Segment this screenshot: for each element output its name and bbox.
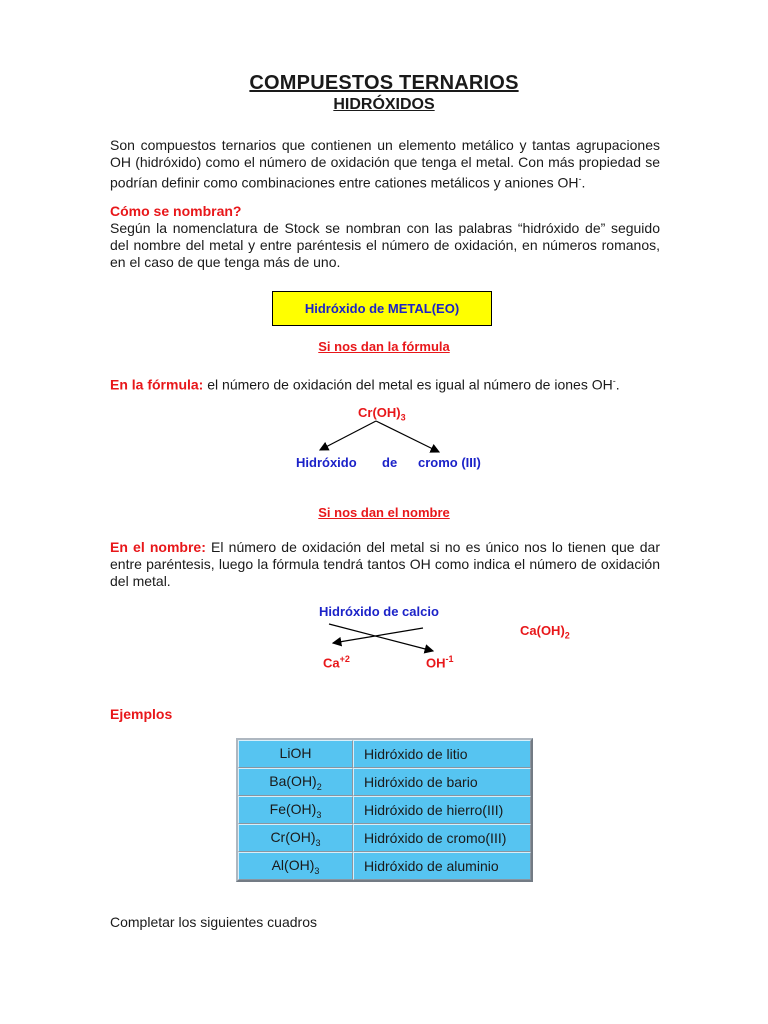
table-row <box>238 796 531 824</box>
formula-subscript: 3 <box>314 865 320 876</box>
formula-cell <box>238 768 353 796</box>
formula-subscript: 2 <box>316 781 322 792</box>
diagram1-word-hidroxido: Hidróxido <box>296 455 357 470</box>
intro-end: . <box>581 174 586 191</box>
formula-rule-end: . <box>615 376 620 393</box>
arrow-cross-b <box>329 624 433 651</box>
formula-cell <box>238 740 353 768</box>
diagram1-word-cromo: cromo (III) <box>418 455 481 470</box>
arrow-cross-a <box>333 628 423 643</box>
diagram2-result-text: Ca(OH) <box>520 623 565 638</box>
page-subtitle: HIDRÓXIDOS <box>333 96 435 113</box>
formula-text: Cr(OH) <box>270 828 316 845</box>
formula-text: Fe(OH) <box>269 800 317 817</box>
name-cell: Hidróxido de hierro(III) <box>353 796 531 824</box>
formula-text: Ba(OH) <box>269 772 317 789</box>
diagram1-formula-text: Cr(OH) <box>358 405 401 420</box>
naming-text: Según la nomenclatura de Stock se nombran con las palabras “hidróxido de” seguido del nombre del metal y entre paréntesis el número de oxidación, en números romanos, en el caso de que tenga más de uno. <box>110 220 660 270</box>
formula-cell <box>238 852 353 880</box>
name-rule-label: En el nombre: <box>110 539 206 555</box>
formula-box: Hidróxido de METAL(EO) <box>272 291 492 326</box>
diagram1-word-de: de <box>382 455 398 470</box>
name-section-heading: Si nos dan el nombre <box>318 505 450 520</box>
footer-text: Completar los siguientes cuadros <box>110 914 317 930</box>
diagram2-result-sub: 2 <box>564 630 570 641</box>
diagram2-cation-sup: +2 <box>339 654 350 664</box>
diagram2-anion-text: OH <box>426 655 446 671</box>
name-cell: Hidróxido de cromo(III) <box>353 824 531 852</box>
formula-rule-label: En la fórmula: <box>110 376 204 393</box>
diagram2-cation-text: Ca <box>323 655 340 671</box>
page-title: COMPUESTOS TERNARIOS <box>249 72 519 94</box>
name-cell: Hidróxido de aluminio <box>353 852 531 880</box>
naming-heading: Cómo se nombran? <box>110 203 242 219</box>
name-cell: Hidróxido de litio <box>353 740 531 768</box>
formula-rule-superscript: - <box>612 376 616 386</box>
table-row <box>238 824 531 852</box>
examples-heading: Ejemplos <box>110 706 173 722</box>
table-row <box>238 768 531 796</box>
table-row <box>238 852 531 880</box>
diagram2-name: Hidróxido de calcio <box>319 604 439 619</box>
intro-superscript: - <box>578 174 582 184</box>
formula-section-heading: Si nos dan la fórmula <box>318 339 450 354</box>
diagram2-anion-sup: -1 <box>445 654 454 664</box>
formula-subscript: 3 <box>315 837 321 848</box>
formula-text: Al(OH) <box>271 856 315 873</box>
diagram1-formula-sub: 3 <box>400 412 406 423</box>
arrow-left-1 <box>320 421 376 450</box>
name-rule-text: El número de oxidación del metal si no es único nos lo tienen que dar entre paréntesis, luego la fórmula tendrá tantos OH como indica el número de oxidación del metal. <box>110 539 660 589</box>
formula-subscript: 3 <box>316 809 322 820</box>
intro-text: Son compuestos ternarios que contienen un elemento metálico y tantas agrupaciones OH (hidróxido) como el número de oxidación que tenga el metal. Con más propiedad se podrían definir como combinaciones entre cationes metálicos y aniones OH <box>110 137 660 191</box>
formula-rule-text: el número de oxidación del metal es igual al número de iones OH <box>203 376 613 393</box>
examples-table <box>236 738 533 882</box>
name-cell: Hidróxido de bario <box>353 768 531 796</box>
arrow-right-1 <box>376 421 439 452</box>
table-row <box>238 740 531 768</box>
formula-cell <box>238 796 353 824</box>
formula-cell <box>238 824 353 852</box>
formula-text: LiOH <box>279 744 312 761</box>
